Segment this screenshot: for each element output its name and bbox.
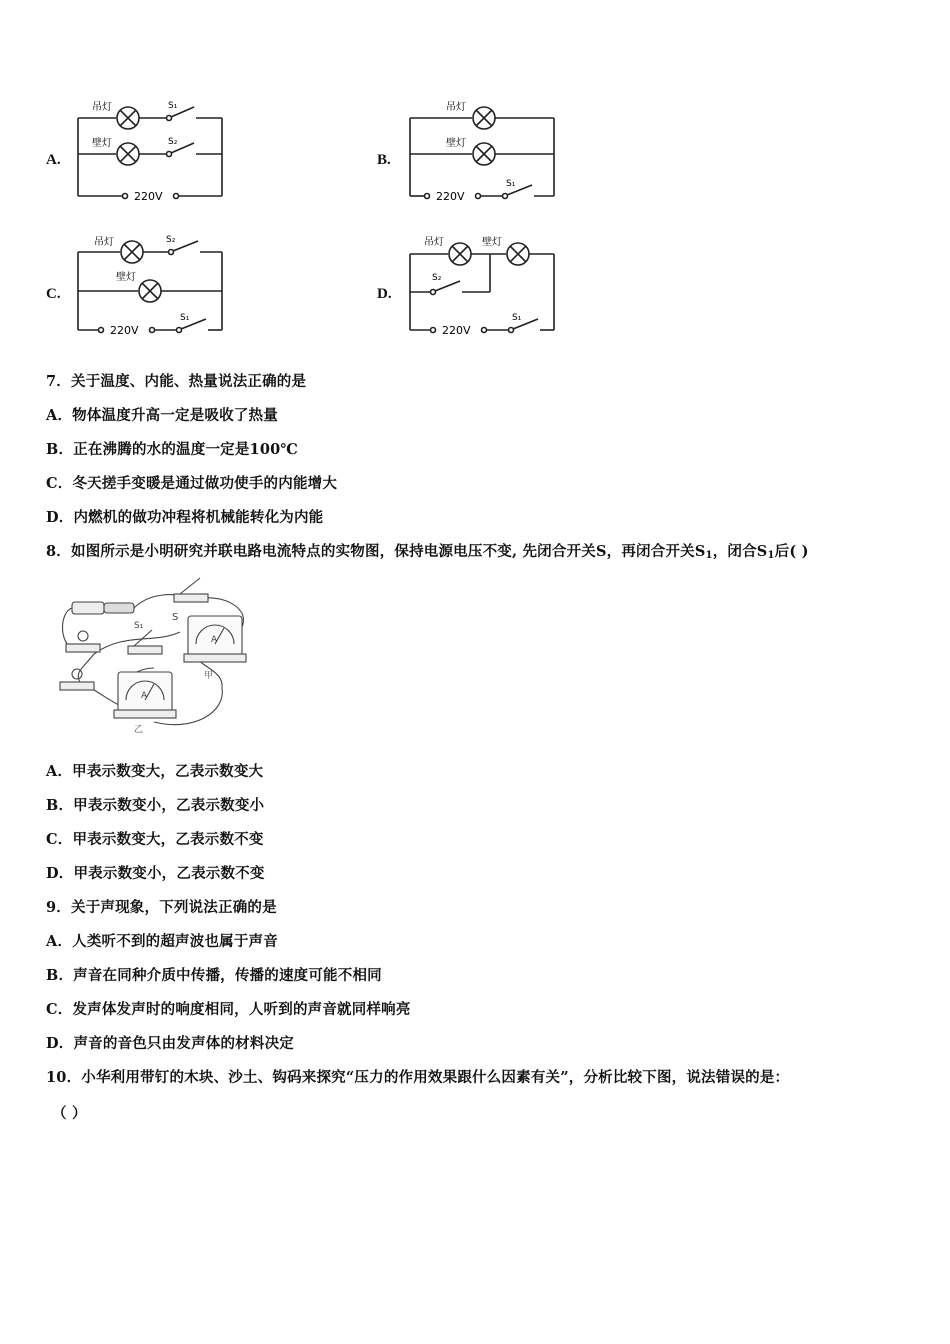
lamp2-label: 壁灯 [92, 138, 112, 149]
lamp2-label: 壁灯 [446, 138, 466, 149]
meter-a-label-jia: A [211, 635, 218, 645]
source-label: 220V [110, 324, 139, 337]
q9-option-b: B．声音在同种介质中传播，传播的速度可能不相同 [46, 967, 382, 984]
q8-stem: 8．如图所示是小明研究并联电路电流特点的实物图，保持电源电压不变, 先闭合开关S，再闭合开关$S_1$，闭合$S_1$后( ) [46, 543, 809, 561]
q7-option-d: D．内燃机的做功冲程将机械能转化为内能 [46, 509, 324, 526]
q9-stem: 9．关于声现象，下列说法正确的是 [46, 899, 277, 916]
source-label: 220V [134, 190, 163, 203]
circuit-diagram-a [70, 96, 235, 206]
source-label: 220V [436, 190, 465, 203]
lamp1-label: 吊灯 [92, 102, 112, 113]
switch-s2-label: S₂ [168, 137, 178, 147]
q8-physical-circuit-figure [54, 572, 264, 737]
switch-s2-label: S₂ [166, 235, 176, 245]
lamp1-label: 吊灯 [446, 102, 466, 113]
q9-option-c: C．发声体发声时的响度相同，人听到的声音就同样响亮 [46, 1001, 411, 1018]
switch-s2-label: S₂ [432, 273, 442, 283]
lamp2-label: 壁灯 [116, 272, 136, 283]
switch-s1-label: S₁ [512, 313, 522, 323]
q7-option-b: B．正在沸腾的水的温度一定是100℃ [46, 441, 298, 458]
q7-option-c: C．冬天搓手变暖是通过做功使手的内能增大 [46, 475, 338, 492]
meter-a-label-yi: A [141, 691, 148, 701]
q7-option-a: A．物体温度升高一定是吸收了热量 [46, 407, 278, 424]
q8-option-d: D．甲表示数变小，乙表示数不变 [46, 865, 265, 882]
option-b-letter: B. [377, 152, 391, 168]
q10-answer-paren: （ ） [52, 1105, 87, 1122]
circuit-diagram-d [402, 230, 567, 340]
meter-yi-label: 乙 [134, 725, 144, 735]
lamp2-label: 壁灯 [482, 237, 502, 248]
q8-option-a: A．甲表示数变大，乙表示数变大 [46, 763, 264, 780]
lamp1-label: 吊灯 [424, 237, 444, 248]
lamp1-label: 吊灯 [94, 237, 114, 248]
option-a-letter: A. [46, 152, 61, 168]
switch-s1-label: S₁ [506, 179, 516, 189]
circuit-diagram-b [402, 96, 567, 206]
circuit-diagram-c [70, 230, 235, 340]
meter-jia-label: 甲 [204, 671, 214, 681]
switch-s1-label: S₁ [180, 313, 190, 323]
source-label: 220V [442, 324, 471, 337]
switch-s-label: S [172, 612, 179, 623]
q8-option-c: C．甲表示数变大，乙表示数不变 [46, 831, 264, 848]
q7-stem: 7．关于温度、内能、热量说法正确的是 [46, 373, 307, 390]
q9-option-a: A．人类听不到的超声波也属于声音 [46, 933, 278, 950]
option-c-letter: C. [46, 286, 61, 302]
q8-option-b: B．甲表示数变小，乙表示数变小 [46, 797, 265, 814]
q9-option-d: D．声音的音色只由发声体的材料决定 [46, 1035, 294, 1052]
option-d-letter: D. [377, 286, 392, 302]
switch-s1-label: S₁ [168, 101, 178, 111]
q10-stem: 10．小华利用带钉的木块、沙土、钩码来探究“压力的作用效果跟什么因素有关”，分析比较下图，说法错误的是： [46, 1069, 790, 1086]
switch-s1-label: S₁ [134, 621, 144, 631]
